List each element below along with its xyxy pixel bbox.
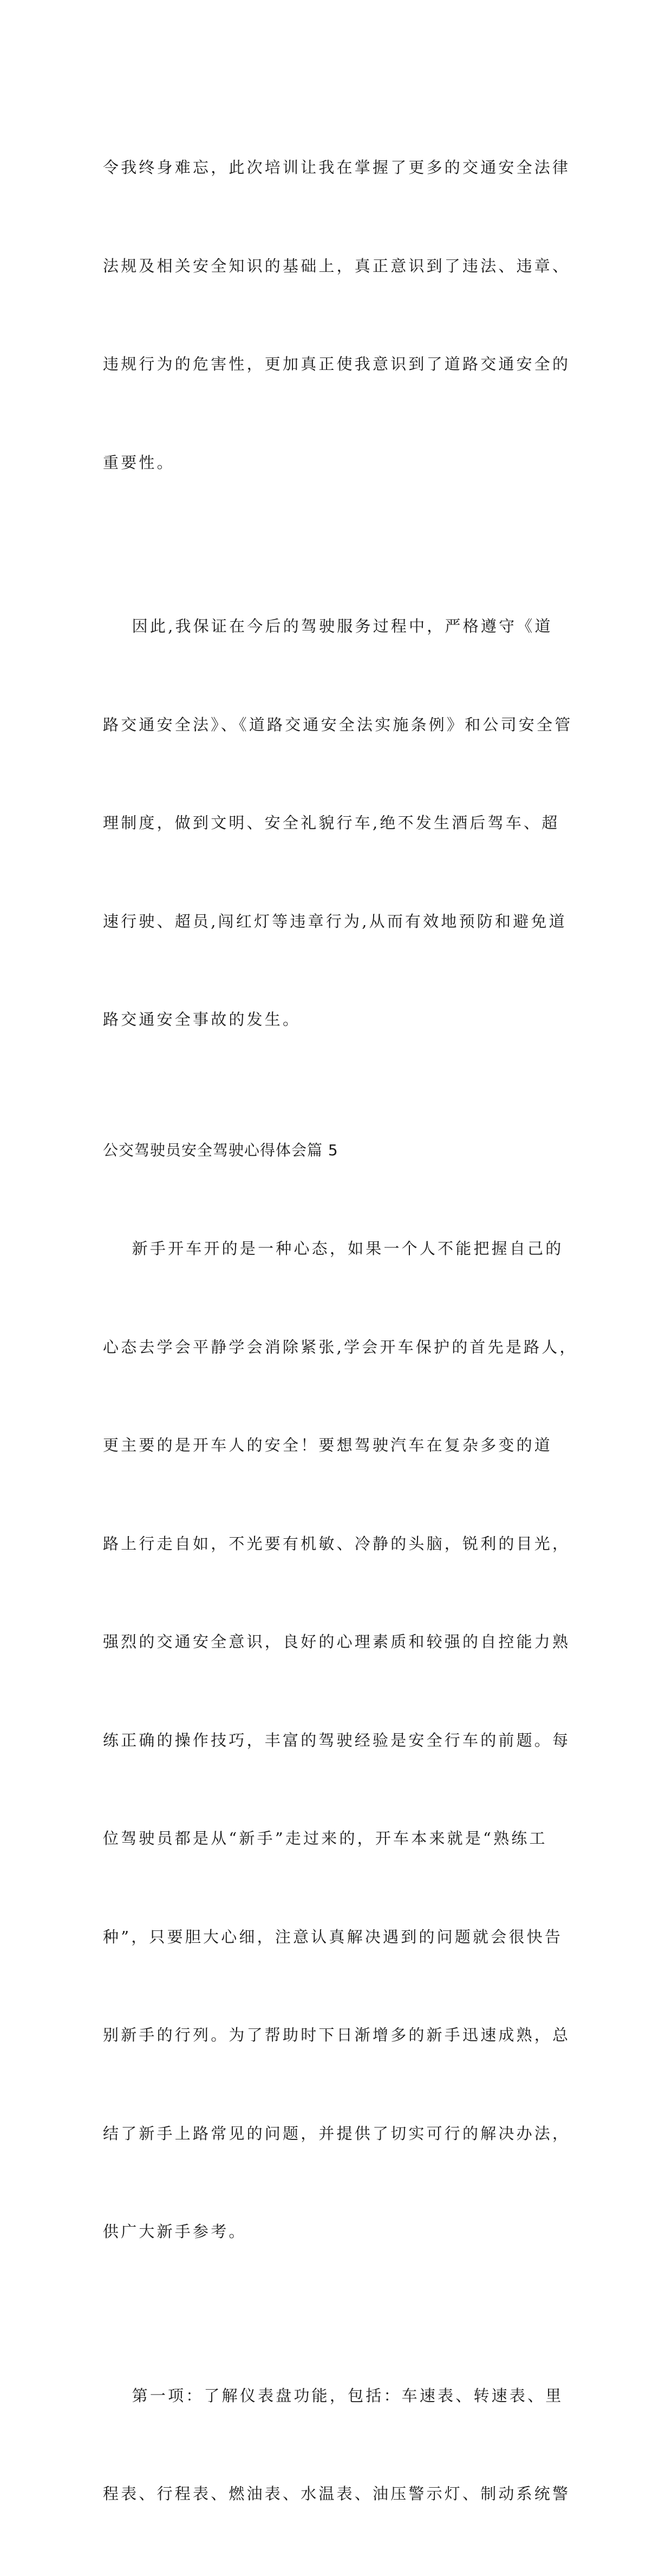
- text-line: 供广大新手参考。: [103, 2222, 247, 2241]
- text-line: 练正确的操作技巧，丰富的驾驶经验是安全行车的前题。每: [103, 1731, 571, 1749]
- paragraph-4: [103, 2314, 569, 2576]
- text-line: 违规行为的危害性，更加真正使我意识到了道路交通安全的: [103, 355, 571, 373]
- document-body: [103, 86, 578, 2576]
- text-line: 程表、行程表、燃油表、水温表、油压警示灯、制动系统警: [103, 2484, 571, 2503]
- text-line: 令我终身难忘，此次培训让我在掌握了更多的交通安全法律: [103, 158, 571, 177]
- text-line: 别新手的行列。为了帮助时下日渐增多的新手迅速成熟，总: [103, 2026, 571, 2044]
- text-line: 重要性。: [103, 453, 175, 472]
- text-line: 心态去学会平静学会消除紧张,学会开车保护的首先是路人，: [103, 1337, 578, 1356]
- text-line: 路上行走自如，不光要有机敏、冷静的头脑，锐利的目光，: [103, 1534, 571, 1553]
- text-line: 新手开车开的是一种心态，如果一个人不能把握自己的: [103, 1239, 564, 1258]
- text-line: 第一项：了解仪表盘功能，包括：车速表、转速表、里: [103, 2386, 564, 2405]
- section-heading: 公交驾驶员安全驾驶心得体会篇 5: [103, 1141, 338, 1159]
- paragraph-1: [103, 86, 569, 544]
- text-line: 因此,我保证在今后的驾驶服务过程中，严格遵守《道: [103, 617, 553, 635]
- text-line: 位驾驶员都是从“新手”走过来的，开车本来就是“熟练工: [103, 1829, 547, 1848]
- text-line: 路交通安全事故的发生。: [103, 1010, 301, 1029]
- text-line: 强烈的交通安全意识，良好的心理素质和较强的自控能力熟: [103, 1632, 571, 1651]
- paragraph-3: [103, 1167, 578, 2314]
- text-line: 更主要的是开车人的安全！要想驾驶汽车在复杂多变的道: [103, 1436, 553, 1454]
- text-line: 结了新手上路常见的问题，并提供了切实可行的解决办法，: [103, 2124, 571, 2143]
- text-line: 种”，只要胆大心细，注意认真解决遇到的问题就会很快告: [103, 1927, 563, 1946]
- text-line: 路交通安全法》、《道路交通安全法实施条例》和公司安全管: [103, 715, 573, 734]
- text-line: 速行驶、超员,闯红灯等违章行为,从而有效地预防和避免道: [103, 912, 567, 931]
- paragraph-2: [103, 544, 573, 1102]
- text-line: 法规及相关安全知识的基础上，真正意识到了违法、违章、: [103, 256, 571, 275]
- text-line: 理制度，做到文明、安全礼貌行车,绝不发生酒后驾车、超: [103, 814, 560, 832]
